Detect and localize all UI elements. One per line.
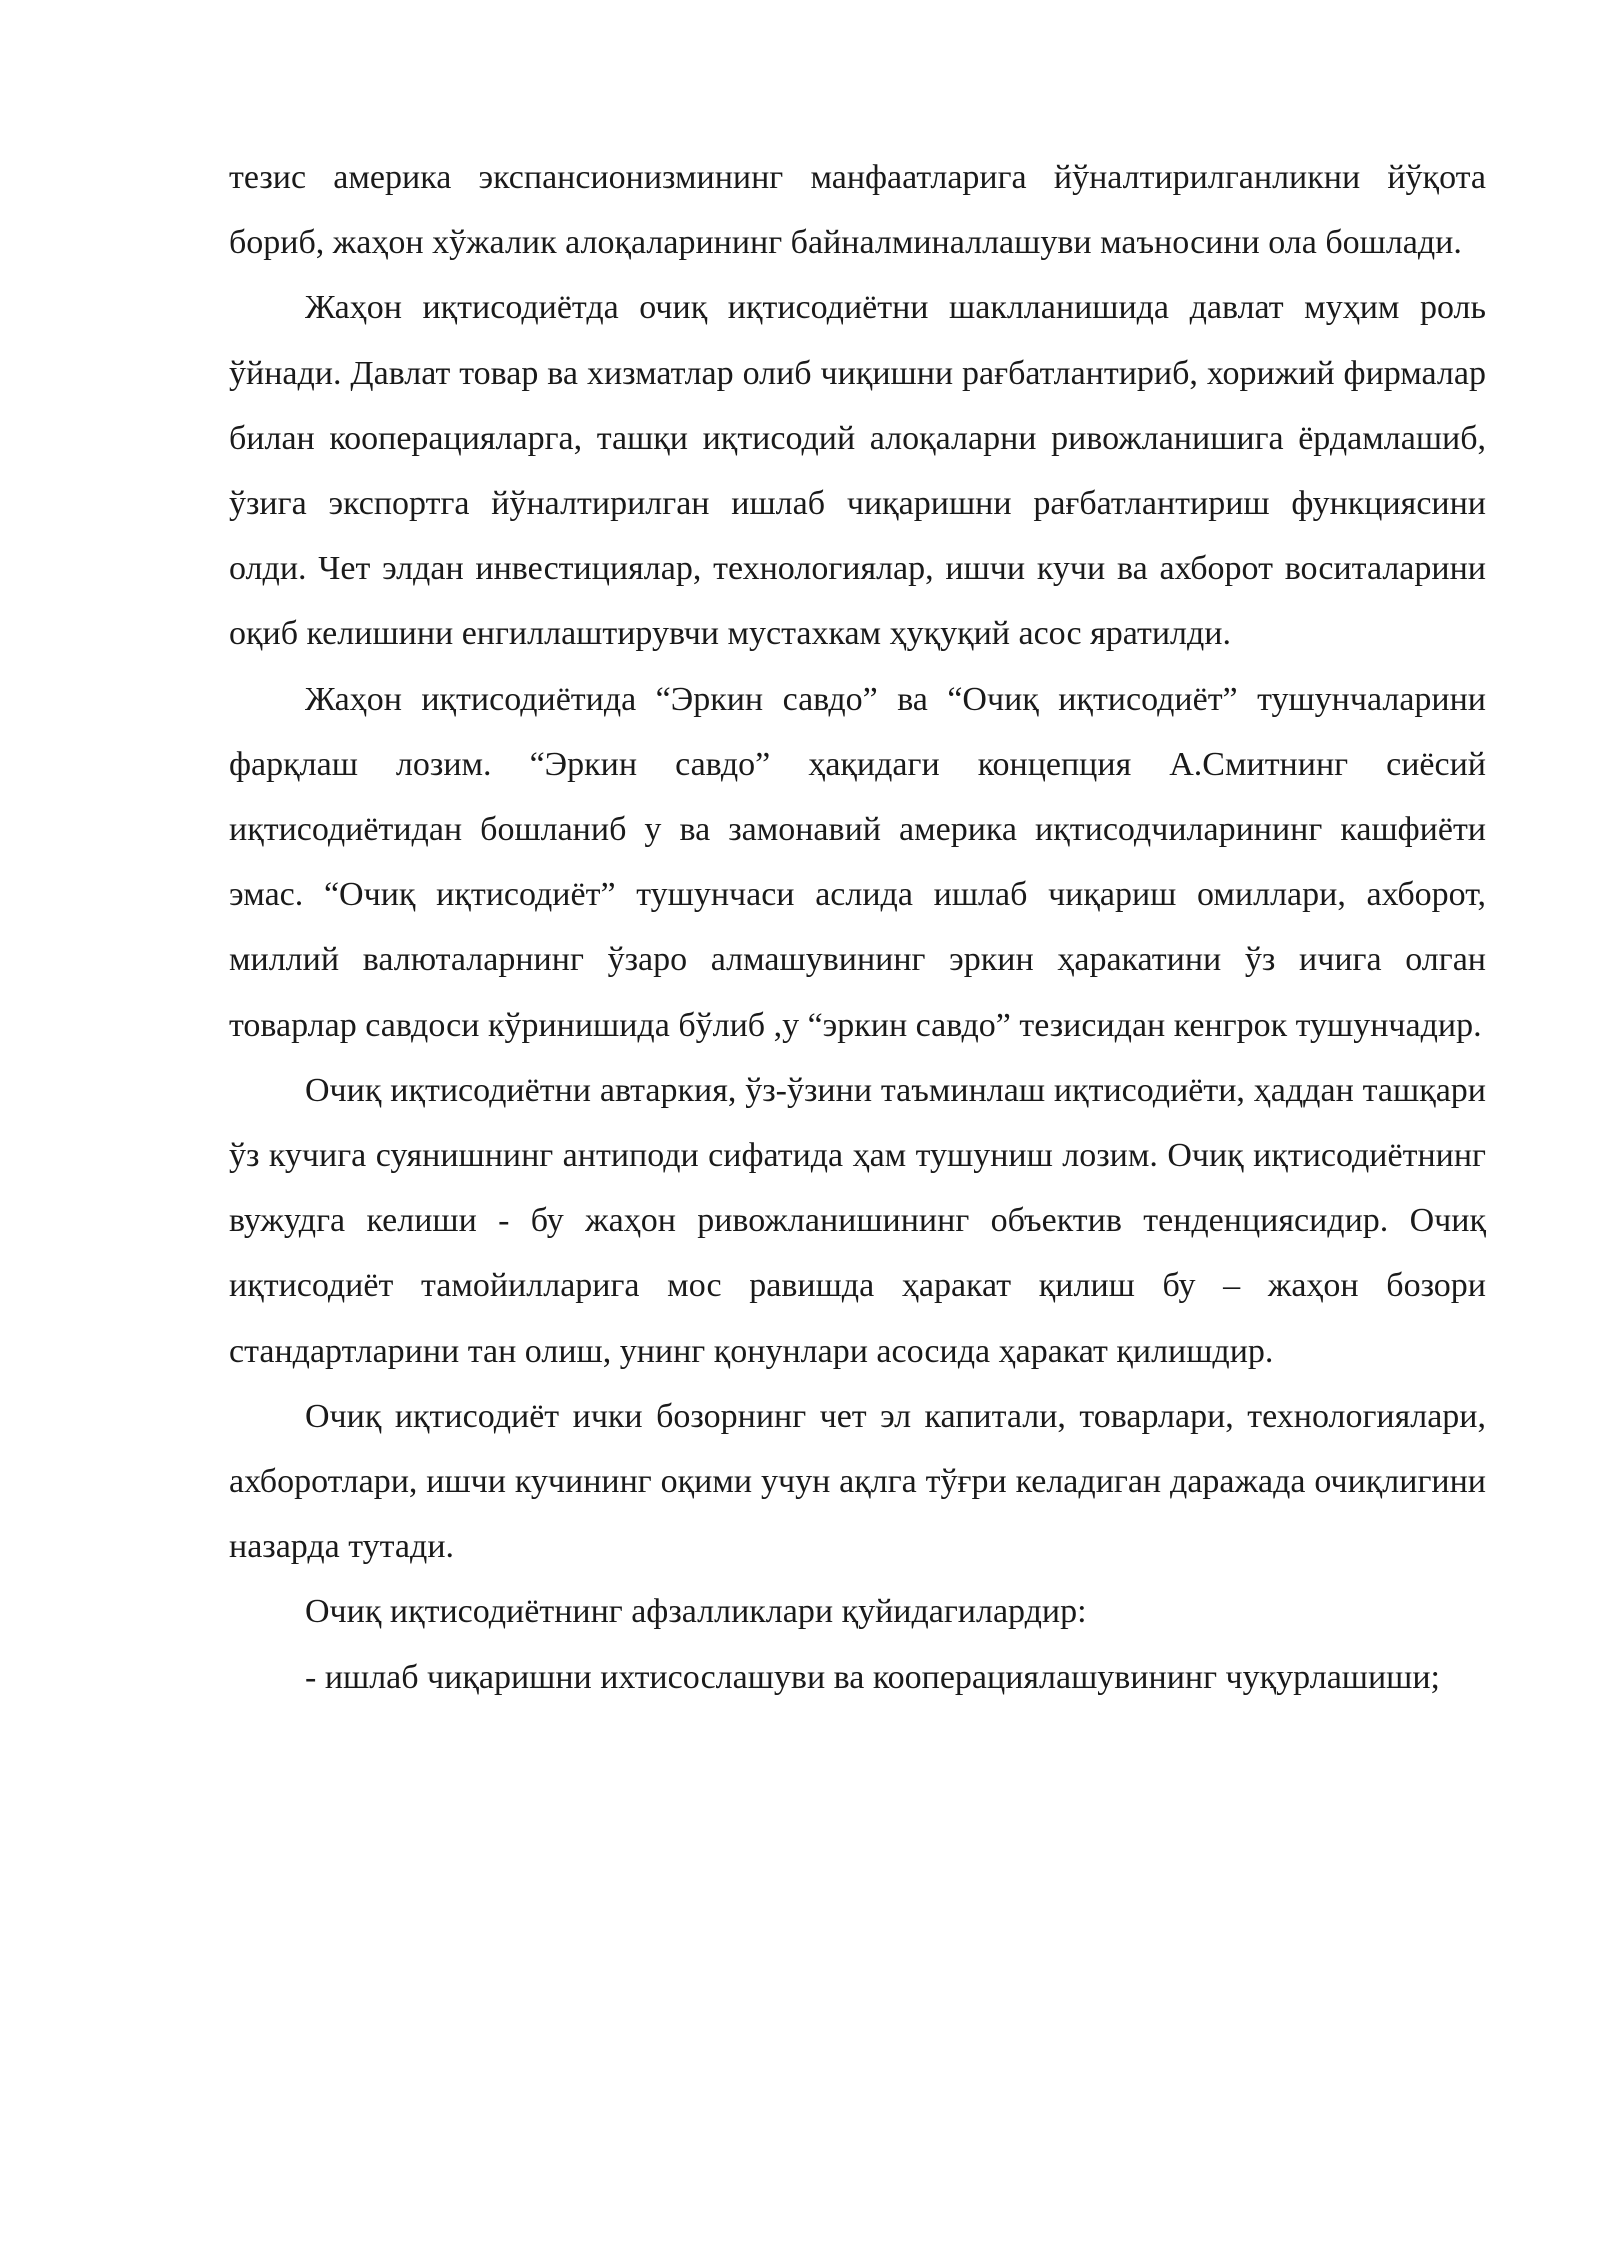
paragraph-2: Жаҳон иқтисодиётда очиқ иқтисодиётни шаклланишида давлат муҳим роль ўйнади. Давлат товар ва хизматлар олиб чиқишни рағбатлантириб, хорижий фирмалар билан кооперацияларга, ташқи иқтисодий алоқаларни ривожланишига ёрдамлашиб, ўзига экспортга йўналтирилган ишлаб чиқаришни рағбатлантириш функциясини олди. Чет элдан инвестициялар, технологиялар, ишчи кучи ва ахборот воситаларини оқиб келишини енгиллаштирувчи мустахкам ҳуқуқий асос яратилди.	[229, 289, 1486, 653]
document-body	[229, 145, 1486, 1710]
paragraph-3: Жаҳон иқтисодиётида “Эркин савдо” ва “Очиқ иқтисодиёт” тушунчаларини фарқлаш лозим. “Эркин савдо” ҳақидаги концепция А.Смитнинг сиёсий иқтисодиётидан бошланиб у ва замонавий америка иқтисодчиларининг кашфиёти эмас. “Очиқ иқтисодиёт” тушунчаси аслида ишлаб чиқариш омиллари, ахборот, миллий валюталарнинг ўзаро алмашувининг эркин ҳаракатини ўз ичига олган товарлар савдоси кўринишида бўлиб ,у “эркин савдо” тезисидан кенгрок тушунчадир.	[229, 680, 1486, 1044]
paragraph-5: Очиқ иқтисодиёт ички бозорнинг чет эл капитали, товарлари, технологиялари, ахборотлари, ишчи кучининг оқими учун ақлга тўғри келадиган даражада очиқлигини назарда тутади.	[229, 1397, 1486, 1566]
paragraph-1: тезис америка экспансионизмининг манфаатларига йўналтирилганликни йўқота бориб, жаҳон хўжалик алоқаларининг байналминаллашуви маъносини ола бошлади.	[229, 159, 1486, 262]
paragraph-4: Очиқ иқтисодиётни автаркия, ўз-ўзини таъминлаш иқтисодиёти, ҳаддан ташқари ўз кучига суянишнинг антиподи сифатида ҳам тушуниш лозим. Очиқ иқтисодиётнинг вужудга келиши - бу жаҳон ривожланишининг объектив тенденциясидир. Очиқ иқтисодиёт тамойилларига мос равишда ҳаракат қилиш бу – жаҳон бозори стандартларини тан олиш, унинг қонунлари асосида ҳаракат қилишдир.	[229, 1071, 1486, 1370]
list-item-1: - ишлаб чиқаришни ихтисослашуви ва кооперациялашувининг чуқурлашиши;	[305, 1658, 1440, 1696]
paragraph-6: Очиқ иқтисодиётнинг афзалликлари қуйидагилардир:	[305, 1593, 1087, 1631]
